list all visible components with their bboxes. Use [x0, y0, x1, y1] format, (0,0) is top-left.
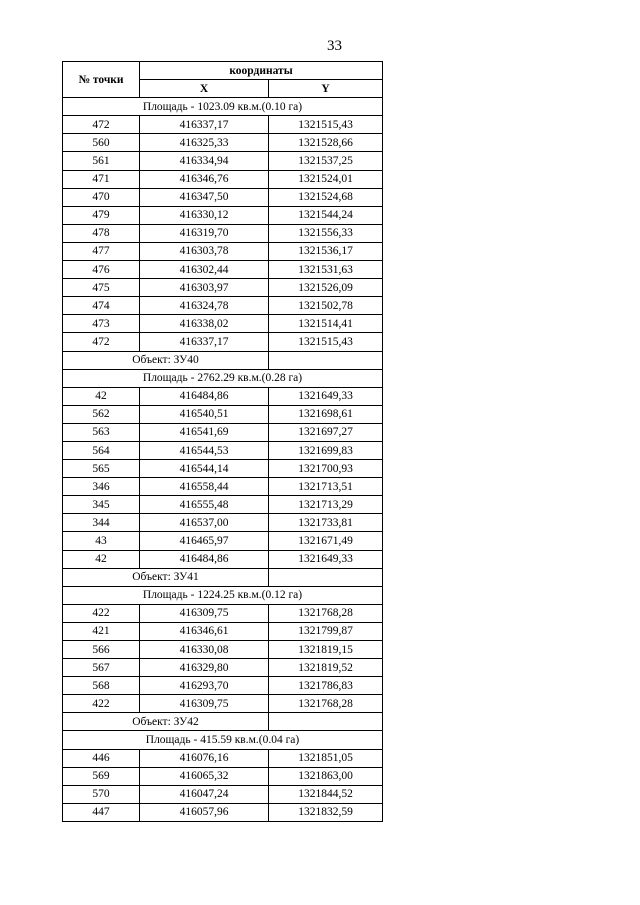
x-coordinate-cell: 416337,17: [140, 333, 269, 351]
area-row: [63, 586, 383, 604]
table-row: [63, 261, 383, 279]
x-coordinate-cell: 416309,75: [140, 604, 269, 622]
area-label: Площадь - 415.59 кв.м.(0.04 га): [63, 731, 383, 749]
point-number-cell: 345: [63, 496, 140, 514]
x-coordinate-cell: 416325,33: [140, 134, 269, 152]
point-number-cell: 422: [63, 695, 140, 713]
table-row: [63, 405, 383, 423]
y-coordinate-cell: 1321697,27: [269, 423, 383, 441]
table-row: [63, 785, 383, 803]
table-row: [63, 224, 383, 242]
table-row: [63, 695, 383, 713]
x-coordinate-cell: 416337,17: [140, 116, 269, 134]
point-number-cell: 422: [63, 604, 140, 622]
point-number-cell: 566: [63, 641, 140, 659]
y-coordinate-cell: 1321844,52: [269, 785, 383, 803]
object-label: Объект: ЗУ40: [63, 351, 269, 369]
point-number-cell: 472: [63, 333, 140, 351]
object-label: Объект: ЗУ41: [63, 568, 269, 586]
x-coordinate-cell: 416537,00: [140, 514, 269, 532]
x-coordinate-cell: 416541,69: [140, 423, 269, 441]
point-number-cell: 477: [63, 242, 140, 260]
x-coordinate-cell: 416319,70: [140, 224, 269, 242]
y-coordinate-cell: 1321786,83: [269, 677, 383, 695]
x-coordinate-cell: 416303,78: [140, 242, 269, 260]
table-row: [63, 749, 383, 767]
x-coordinate-cell: 416465,97: [140, 532, 269, 550]
point-number-header: № точки: [63, 62, 140, 98]
table-row: [63, 333, 383, 351]
table-row: [63, 279, 383, 297]
point-number-cell: 447: [63, 803, 140, 821]
point-number-cell: 565: [63, 460, 140, 478]
y-coordinate-cell: 1321832,59: [269, 803, 383, 821]
area-label: Площадь - 1224.25 кв.м.(0.12 га): [63, 586, 383, 604]
y-coordinate-cell: 1321544,24: [269, 206, 383, 224]
table-row: [63, 460, 383, 478]
y-coordinate-cell: 1321819,52: [269, 659, 383, 677]
x-coordinate-cell: 416293,70: [140, 677, 269, 695]
x-coordinate-cell: 416346,76: [140, 170, 269, 188]
y-coordinate-cell: 1321537,25: [269, 152, 383, 170]
table-row: [63, 116, 383, 134]
y-coordinate-cell: 1321713,51: [269, 478, 383, 496]
y-coordinate-cell: 1321649,33: [269, 387, 383, 405]
object-row: [63, 568, 383, 586]
point-number-cell: 471: [63, 170, 140, 188]
point-number-cell: 473: [63, 315, 140, 333]
x-coordinate-cell: 416338,02: [140, 315, 269, 333]
x-header: X: [140, 80, 269, 98]
table-row: [63, 387, 383, 405]
object-empty-cell: [269, 351, 383, 369]
point-number-cell: 569: [63, 767, 140, 785]
x-coordinate-cell: 416303,97: [140, 279, 269, 297]
y-coordinate-cell: 1321526,09: [269, 279, 383, 297]
y-coordinate-cell: 1321671,49: [269, 532, 383, 550]
table-row: [63, 315, 383, 333]
point-number-cell: 446: [63, 749, 140, 767]
object-row: [63, 713, 383, 731]
area-row: [63, 369, 383, 387]
point-number-cell: 43: [63, 532, 140, 550]
point-number-cell: 560: [63, 134, 140, 152]
point-number-cell: 42: [63, 550, 140, 568]
y-coordinate-cell: 1321700,93: [269, 460, 383, 478]
table-row: [63, 170, 383, 188]
x-coordinate-cell: 416484,86: [140, 550, 269, 568]
x-coordinate-cell: 416540,51: [140, 405, 269, 423]
object-row: [63, 351, 383, 369]
x-coordinate-cell: 416324,78: [140, 297, 269, 315]
point-number-cell: 475: [63, 279, 140, 297]
point-number-cell: 562: [63, 405, 140, 423]
point-number-cell: 561: [63, 152, 140, 170]
x-coordinate-cell: 416334,94: [140, 152, 269, 170]
object-label: Объект: ЗУ42: [63, 713, 269, 731]
point-number-cell: 568: [63, 677, 140, 695]
x-coordinate-cell: 416544,53: [140, 441, 269, 459]
y-coordinate-cell: 1321556,33: [269, 224, 383, 242]
y-coordinate-cell: 1321713,29: [269, 496, 383, 514]
table-row: [63, 188, 383, 206]
object-empty-cell: [269, 568, 383, 586]
point-number-cell: 570: [63, 785, 140, 803]
table-row: [63, 659, 383, 677]
object-empty-cell: [269, 713, 383, 731]
y-coordinate-cell: 1321768,28: [269, 604, 383, 622]
x-coordinate-cell: 416047,24: [140, 785, 269, 803]
x-coordinate-cell: 416347,50: [140, 188, 269, 206]
table-row: [63, 423, 383, 441]
x-coordinate-cell: 416346,61: [140, 622, 269, 640]
y-coordinate-cell: 1321502,78: [269, 297, 383, 315]
point-number-cell: 472: [63, 116, 140, 134]
y-coordinate-cell: 1321768,28: [269, 695, 383, 713]
table-row: [63, 478, 383, 496]
table-row: [63, 641, 383, 659]
x-coordinate-cell: 416555,48: [140, 496, 269, 514]
table-row: [63, 206, 383, 224]
table-row: [63, 134, 383, 152]
x-coordinate-cell: 416329,80: [140, 659, 269, 677]
table-row: [63, 441, 383, 459]
x-coordinate-cell: 416558,44: [140, 478, 269, 496]
coordinates-table: [62, 61, 383, 822]
coordinates-header: координаты: [140, 62, 383, 80]
x-coordinate-cell: 416309,75: [140, 695, 269, 713]
y-coordinate-cell: 1321649,33: [269, 550, 383, 568]
table-row: [63, 532, 383, 550]
y-coordinate-cell: 1321799,87: [269, 622, 383, 640]
point-number-cell: 564: [63, 441, 140, 459]
y-header: Y: [269, 80, 383, 98]
point-number-cell: 346: [63, 478, 140, 496]
x-coordinate-cell: 416484,86: [140, 387, 269, 405]
x-coordinate-cell: 416076,16: [140, 749, 269, 767]
point-number-cell: 42: [63, 387, 140, 405]
y-coordinate-cell: 1321819,15: [269, 641, 383, 659]
y-coordinate-cell: 1321524,01: [269, 170, 383, 188]
point-number-cell: 479: [63, 206, 140, 224]
point-number-cell: 470: [63, 188, 140, 206]
point-number-cell: 344: [63, 514, 140, 532]
x-coordinate-cell: 416302,44: [140, 261, 269, 279]
point-number-cell: 474: [63, 297, 140, 315]
area-label: Площадь - 2762.29 кв.м.(0.28 га): [63, 369, 383, 387]
page-number: 33: [327, 38, 342, 54]
y-coordinate-cell: 1321851,05: [269, 749, 383, 767]
y-coordinate-cell: 1321698,61: [269, 405, 383, 423]
x-coordinate-cell: 416544,14: [140, 460, 269, 478]
table-row: [63, 242, 383, 260]
x-coordinate-cell: 416330,12: [140, 206, 269, 224]
point-number-cell: 476: [63, 261, 140, 279]
x-coordinate-cell: 416057,96: [140, 803, 269, 821]
point-number-cell: 567: [63, 659, 140, 677]
table-row: [63, 152, 383, 170]
table-row: [63, 604, 383, 622]
y-coordinate-cell: 1321515,43: [269, 116, 383, 134]
point-number-cell: 421: [63, 622, 140, 640]
table-row: [63, 622, 383, 640]
point-number-cell: 563: [63, 423, 140, 441]
table-row: [63, 550, 383, 568]
y-coordinate-cell: 1321515,43: [269, 333, 383, 351]
x-coordinate-cell: 416065,32: [140, 767, 269, 785]
y-coordinate-cell: 1321514,41: [269, 315, 383, 333]
y-coordinate-cell: 1321863,00: [269, 767, 383, 785]
point-number-cell: 478: [63, 224, 140, 242]
y-coordinate-cell: 1321528,66: [269, 134, 383, 152]
x-coordinate-cell: 416330,08: [140, 641, 269, 659]
y-coordinate-cell: 1321699,83: [269, 441, 383, 459]
area-row: [63, 98, 383, 116]
table-row: [63, 767, 383, 785]
table-row: [63, 677, 383, 695]
y-coordinate-cell: 1321733,81: [269, 514, 383, 532]
area-label: Площадь - 1023.09 кв.м.(0.10 га): [63, 98, 383, 116]
table-row: [63, 297, 383, 315]
y-coordinate-cell: 1321524,68: [269, 188, 383, 206]
y-coordinate-cell: 1321536,17: [269, 242, 383, 260]
table-row: [63, 803, 383, 821]
area-row: [63, 731, 383, 749]
table-row: [63, 514, 383, 532]
table-row: [63, 496, 383, 514]
y-coordinate-cell: 1321531,63: [269, 261, 383, 279]
